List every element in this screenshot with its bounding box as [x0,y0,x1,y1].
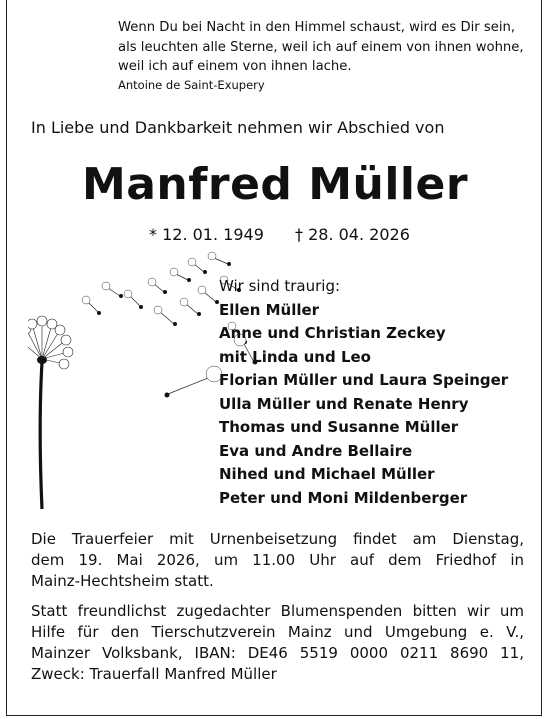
ceremony-info [31,529,524,592]
mourners-lead: Wir sind traurig: [219,277,341,295]
mourner-name: Peter und Moni Mildenberger [219,488,468,507]
ceremony-line: dem 19. Mai 2026, um 11.00 Uhr auf dem Friedhof in [31,551,524,569]
mourner-name: Anne und Christian Zeckey [219,324,446,342]
mourner-name: Nihed und Michael Müller [219,465,435,483]
ceremony-line: Mainz-Hechtsheim statt. [31,572,214,590]
quote-line: Wenn Du bei Nacht in den Himmel schaust, wird es Dir sein, [118,20,516,35]
mourners-list [219,275,508,510]
mourner-name: Florian Müller und Laura Speinger [219,371,509,389]
donation-info [31,601,524,685]
intro-text: In Liebe und Dankbarkeit nehmen wir Abschied von [31,118,445,137]
mourner-name: Ellen Müller [219,300,320,319]
mourner-name: Ulla Müller und Renate Henry [219,394,469,413]
mourner-name: mit Linda und Leo [219,347,371,366]
death-date: † 28. 04. 2026 [295,225,410,244]
donation-line: Mainzer Volksbank, IBAN: DE46 5519 0000 0211 8690 11, [31,644,524,662]
quote-author: Antoine de Saint-Exupery [118,77,265,92]
mourner-name: Eva und Andre Bellaire [219,441,413,460]
deceased-name: Manfred Müller [81,159,469,210]
donation-line: Zweck: Trauerfall Manfred Müller [31,665,277,683]
quote-line: weil ich auf einem von ihnen lache. [118,59,352,74]
mourner-name: Thomas und Susanne Müller [219,418,459,436]
birth-date: * 12. 01. 1949 [149,225,264,244]
quote-block [118,18,538,94]
donation-line: Hilfe für den Tierschutzverein Mainz und Umgebung e. V., [31,623,524,641]
ceremony-line: Die Trauerfeier mit Urnenbeisetzung findet am Dienstag, [31,530,524,548]
quote-line: als leuchten alle Sterne, weil ich auf einem von ihnen wohne, [118,39,524,55]
donation-line: Statt freundlichst zugedachter Blumenspenden bitten wir um [31,602,524,620]
